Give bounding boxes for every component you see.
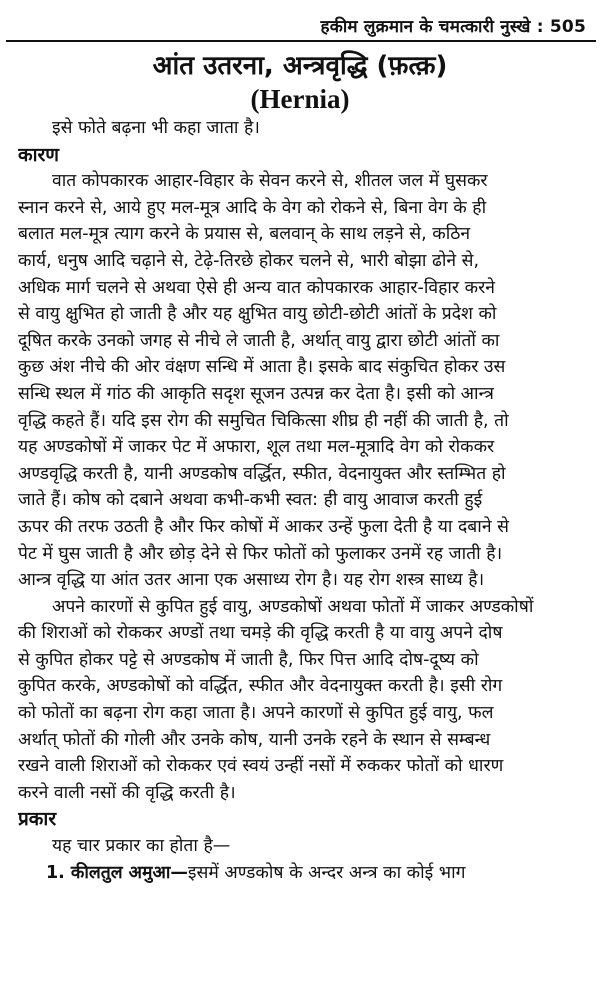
paragraph-line: कुछ अंश नीचे की ओर वंक्षण सन्धि में आता है। इसके बाद संकुचित होकर उस xyxy=(18,357,506,378)
types-item-1 xyxy=(18,860,588,887)
paragraph-line: पेट में घुस जाती है और छोड़ देने से फिर फोतों को फुलाकर उनमें रह जाती है। xyxy=(18,543,503,564)
paragraph-line: दूषित करके उनको जगह से नीचे ले जाती है, अर्थात् वायु द्वारा छोटी आंतों का xyxy=(18,330,500,351)
paragraph-line: कार्य, धनुष आदि चढ़ाने से, टेढ़े-तिरछे होकर चलने से, भारी बोझा ढोने से, xyxy=(18,250,480,271)
cause-paragraph-2 xyxy=(18,594,588,807)
body-text xyxy=(18,115,588,886)
paragraph-line: करने वाली नसों की वृद्धि करती है। xyxy=(18,782,236,803)
header-rule xyxy=(6,40,596,42)
section-heading-types: प्रकार xyxy=(18,808,57,831)
paragraph-line: आन्त्र वृद्धि या आंत उतर आना एक असाध्य रोग है। यह रोग शस्त्र साध्य है। xyxy=(18,570,485,591)
paragraph-line: सन्धि स्थल में गांठ की आकृति सदृश सूजन उत्पन्न कर देता है। इसी को आन्त्र xyxy=(18,383,494,404)
paragraph-line: अण्डवृद्धि करती है, यानी अण्डकोष वर्द्धित, स्फीत, वेदनायुक्त और स्तम्भित हो xyxy=(18,463,506,484)
paragraph-line: ऊपर की तरफ उठती है और फिर कोषों में आकर उन्हें फुला देती है या दबाने से xyxy=(18,516,509,537)
section-heading-cause: कारण xyxy=(18,143,60,166)
paragraph-line: रखने वाली शिराओं को रोककर एवं स्वयं उन्हीं नसों में रुककर फोतों को धारण xyxy=(18,756,504,777)
intro-paragraph: इसे फोते बढ़ना भी कहा जाता है। xyxy=(52,118,260,138)
chapter-subtitle: (Hernia) xyxy=(250,84,350,114)
paragraph-line: वात कोपकारक आहार-विहार के सेवन करने से, शीतल जल में घुसकर xyxy=(52,171,488,192)
paragraph-line: अपने कारणों से कुपित हुई वायु, अण्डकोषों अथवा फोतों में जाकर अण्डकोषों xyxy=(52,596,534,617)
paragraph-line: बलात मल-मूत्र त्याग करने के प्रयास से, बलवान् के साथ लड़ने से, कठिन xyxy=(18,224,471,245)
types-intro: यह चार प्रकार का होता है— xyxy=(52,836,231,857)
paragraph-line: अर्थात् फोतों की गोली और उनके कोष, यानी उनके रहने के स्थान से सम्बन्ध xyxy=(18,729,491,750)
cause-paragraph-1 xyxy=(18,168,588,594)
paragraph-line: जाते हैं। कोष को दबाने अथवा कभी-कभी स्वत: ही वायु आवाज करती हुई xyxy=(18,490,483,511)
paragraph-line: को फोतों का बढ़ना रोग कहा जाता है। अपने कारणों से कुपित हुई वायु, फल xyxy=(18,703,494,724)
paragraph-line: अधिक मार्ग चलने से अथवा ऐसे ही अन्य वात कोपकारक आहार-विहार करने xyxy=(18,277,495,298)
types-item-1-lead: 1. कीलतुल अमुआ— xyxy=(46,862,188,883)
paragraph-line: वृद्धि कहते हैं। यदि इस रोग की समुचित चिकित्सा शीघ्र ही नहीं की जाती है, तो xyxy=(18,410,509,431)
types-item-1-text: इसमें अण्डकोष के अन्दर अन्त्र का कोई भाग xyxy=(187,862,466,883)
paragraph-line: कुपित करके, अण्डकोषों को वर्द्धित, स्फीत और वेदनायुक्त करती है। इसी रोग xyxy=(18,676,503,697)
paragraph-line: की शिराओं को रोककर अण्डों तथा चमड़े की वृद्धि करती है या वायु अपने दोष xyxy=(18,623,503,644)
chapter-title: आंत उतरना, अन्त्रवृद्धि (फ़त्क़) xyxy=(152,51,448,81)
running-header: हकीम लुक्रमान के चमत्कारी नुस्खे : 505 xyxy=(320,17,586,37)
paragraph-line: स्नान करने से, आये हुए मल-मूत्र आदि के वेग को रोकने से, बिना वेग के ही xyxy=(18,197,487,218)
paragraph-line: से वायु क्षुभित हो जाती है और यह क्षुभित वायु छोटी-छोटी आंतों के प्रदेश को xyxy=(18,304,497,325)
paragraph-line: से कुपित होकर पट्टे से अण्डकोष में जाती है, फिर पित्त आदि दोष-दूष्य को xyxy=(18,649,479,670)
paragraph-line: यह अण्डकोषों में जाकर पेट में अफारा, शूल तथा मल-मूत्रादि वेग को रोककर xyxy=(18,437,495,458)
